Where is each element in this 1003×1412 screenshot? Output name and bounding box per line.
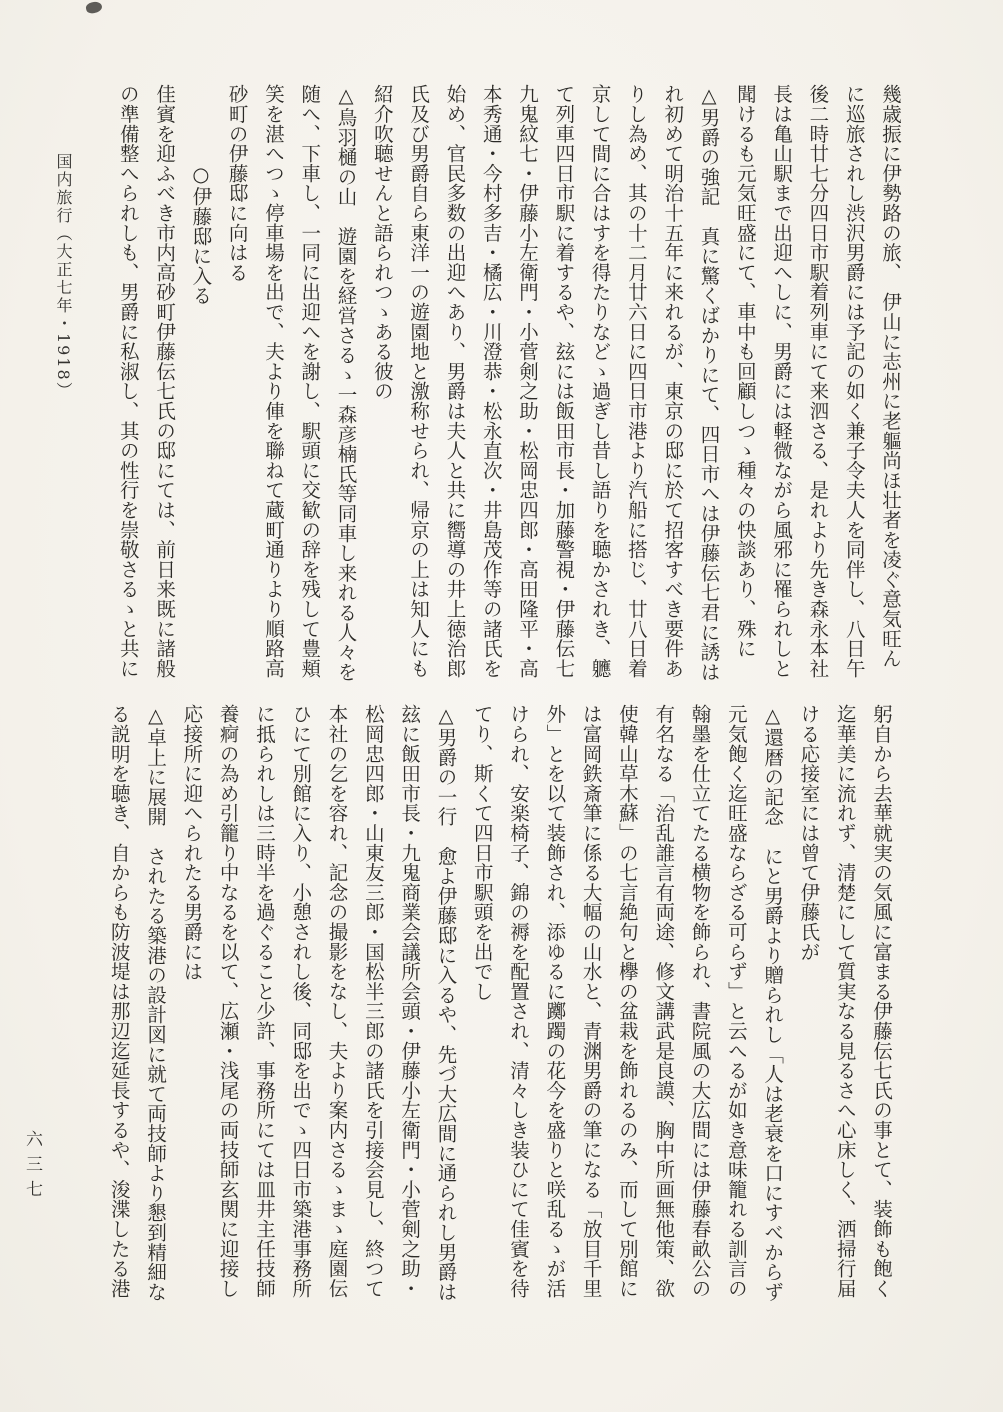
text-column: 九鬼紋七・伊藤小左衛門・小菅剣之助・松岡忠四郎・高田隆平・高	[516, 84, 540, 678]
text-column: 随へ、下車し、一同に出迎へを謝し、駅頭に交歓の辞を残して豊頬	[298, 84, 322, 678]
text-column: 佳賓を迎ふべき市内高砂町伊藤伝七氏の邸にては、前日来既に諸般	[153, 84, 177, 678]
text-column: 紹介吹聴せんと語られつゝある彼の	[370, 84, 394, 401]
text-column: は富岡鉄斎筆に係る大幅の山水と、青渊男爵の筆になる「放目千里	[579, 704, 603, 1298]
text-column: 使韓山草木蘇」の七言絶句と欅の盆栽を飾れるのみ、而して別館に	[615, 704, 639, 1298]
text-column: 本社の乞を容れ、記念の撮影をなし、夫より案内さるゝまゝ庭園伝	[325, 704, 349, 1298]
text-column: の準備整へられしも、男爵に私淑し、其の性行を崇敬さるゝと共に	[116, 84, 140, 678]
running-header: 国内旅行（大正七年・1918）	[54, 153, 73, 400]
text-column: て列車四日市駅に着するや、玆には飯田市長・加藤警視・伊藤伝七	[552, 84, 576, 678]
text-column: 有名なる「治乱誰言有両途、修文講武是良謨、胸中所画無他策、欲	[652, 704, 676, 1298]
text-column: る説明を聴き、自からも防波堤は那辺迄延長するや、浚渫したる港	[107, 704, 131, 1298]
text-column: 躬自から去華就実の気風に富まる伊藤伝七氏の事とて、装飾も飽く	[870, 704, 893, 1298]
text-column: ひにて別館に入り、小憩されし後、同邸を出でゝ四日市築港事務所	[289, 704, 313, 1298]
text-column: 氏及び男爵自ら東洋一の遊園地と激称せられ、帰京の上は知人にも	[407, 84, 431, 678]
text-column: △鳥羽樋の山 遊園を経営さるゝ一森彦楠氏等同車し来れる人々を	[334, 84, 358, 682]
text-column: てり、斯くて四日市駅頭を出でし	[470, 704, 494, 1001]
text-column: 松岡忠四郎・山東友三郎・国松半三郎の諸氏を引接会見し、終つて	[361, 704, 385, 1298]
text-column: れ初めて明治十五年に来れるが、東京の邸に於て招客すべき要件あ	[661, 84, 685, 678]
text-column: に抵られしは三時半を過ぐること少許、事務所にては皿井主任技師	[252, 704, 276, 1298]
text-column: 京して間に合はすを得たりなどゝ過ぎし昔し語りを聴かされき、軈	[588, 84, 612, 678]
text-column: △還暦の記念 にと男爵より贈られし「人は老衰を口にすべからず	[761, 704, 785, 1302]
text-column: 養痾の為め引籠り中なるを以て、広瀬・浅尾の両技師玄関に迎接し	[216, 704, 240, 1298]
top-text-block	[109, 84, 908, 702]
text-column: ける応接室には曾て伊藤氏が	[797, 704, 821, 962]
text-column: に巡旅されし渋沢男爵には予記の如く兼子令夫人を同伴し、八日午	[842, 84, 866, 678]
text-column: 笑を湛へつゝ停車場を出で、夫より俥を聯ねて蔵町通りより順路高	[261, 84, 285, 678]
text-column: ○伊藤邸に入る	[189, 84, 213, 306]
text-column: 外」とを以て装飾され、添ゆるに躑躅の花今を盛りと咲乱るゝが活	[543, 704, 567, 1298]
scan-artifact	[85, 0, 103, 14]
page-number: 六三七	[22, 1130, 42, 1205]
bottom-text-block	[100, 704, 899, 1336]
text-column: 砂町の伊藤邸に向はる	[225, 84, 249, 282]
text-column: △卓上に展開 されたる築港の設計図に就て両技師より懇到精細な	[144, 704, 168, 1302]
text-column: 翰墨を仕立てたる横物を飾られ、書院風の大広間には伊藤春畝公の	[688, 704, 712, 1298]
text-column: 聞けるも元気旺盛にて、車中も回顧しつゝ種々の快談あり、殊に	[733, 84, 757, 659]
text-column: 元気飽く迄旺盛ならざる可らず」と云へるが如き意味籠れる訓言の	[724, 704, 748, 1298]
text-column: 後二時廿七分四日市駅着列車にて来泗さる、是れより先き森永本社	[806, 84, 830, 678]
text-column: 迄華美に流れず、清楚にして質実なる見るさへ心床しく、洒掃行届	[833, 704, 857, 1298]
text-column: りし為め、其の十二月廿六日に四日市港より汽船に搭じ、廿八日着	[624, 84, 648, 678]
text-column: 長は亀山駅まで出迎へしに、男爵には軽微ながら風邪に罹られしと	[770, 84, 794, 678]
text-column: 始め、官民多数の出迎へあり、男爵は夫人と共に嚮導の井上徳治郎	[443, 84, 467, 678]
text-column: 本秀通・今村多吉・橘広・川澄恭・松永直次・井島茂作等の諸氏を	[479, 84, 503, 678]
text-column: 玆に飯田市長・九鬼商業会議所会頭・伊藤小左衛門・小菅剣之助・	[398, 704, 422, 1298]
text-column: 応接所に迎へられたる男爵には	[180, 704, 204, 982]
text-column: 幾歳振に伊勢路の旅、 伊山に志州に老軀尚ほ壮者を凌ぐ意気旺ん	[879, 84, 902, 669]
text-column: △男爵の強記 真に驚くばかりにて、四日市へは伊藤伝七君に誘は	[697, 84, 721, 682]
text-column: けられ、安楽椅子、錦の褥を配置され、清々しき装ひにて佳賓を待	[507, 704, 531, 1298]
text-column: △男爵の一行 愈よ伊藤邸に入るや、先づ大広間に通られし男爵は	[434, 704, 458, 1302]
